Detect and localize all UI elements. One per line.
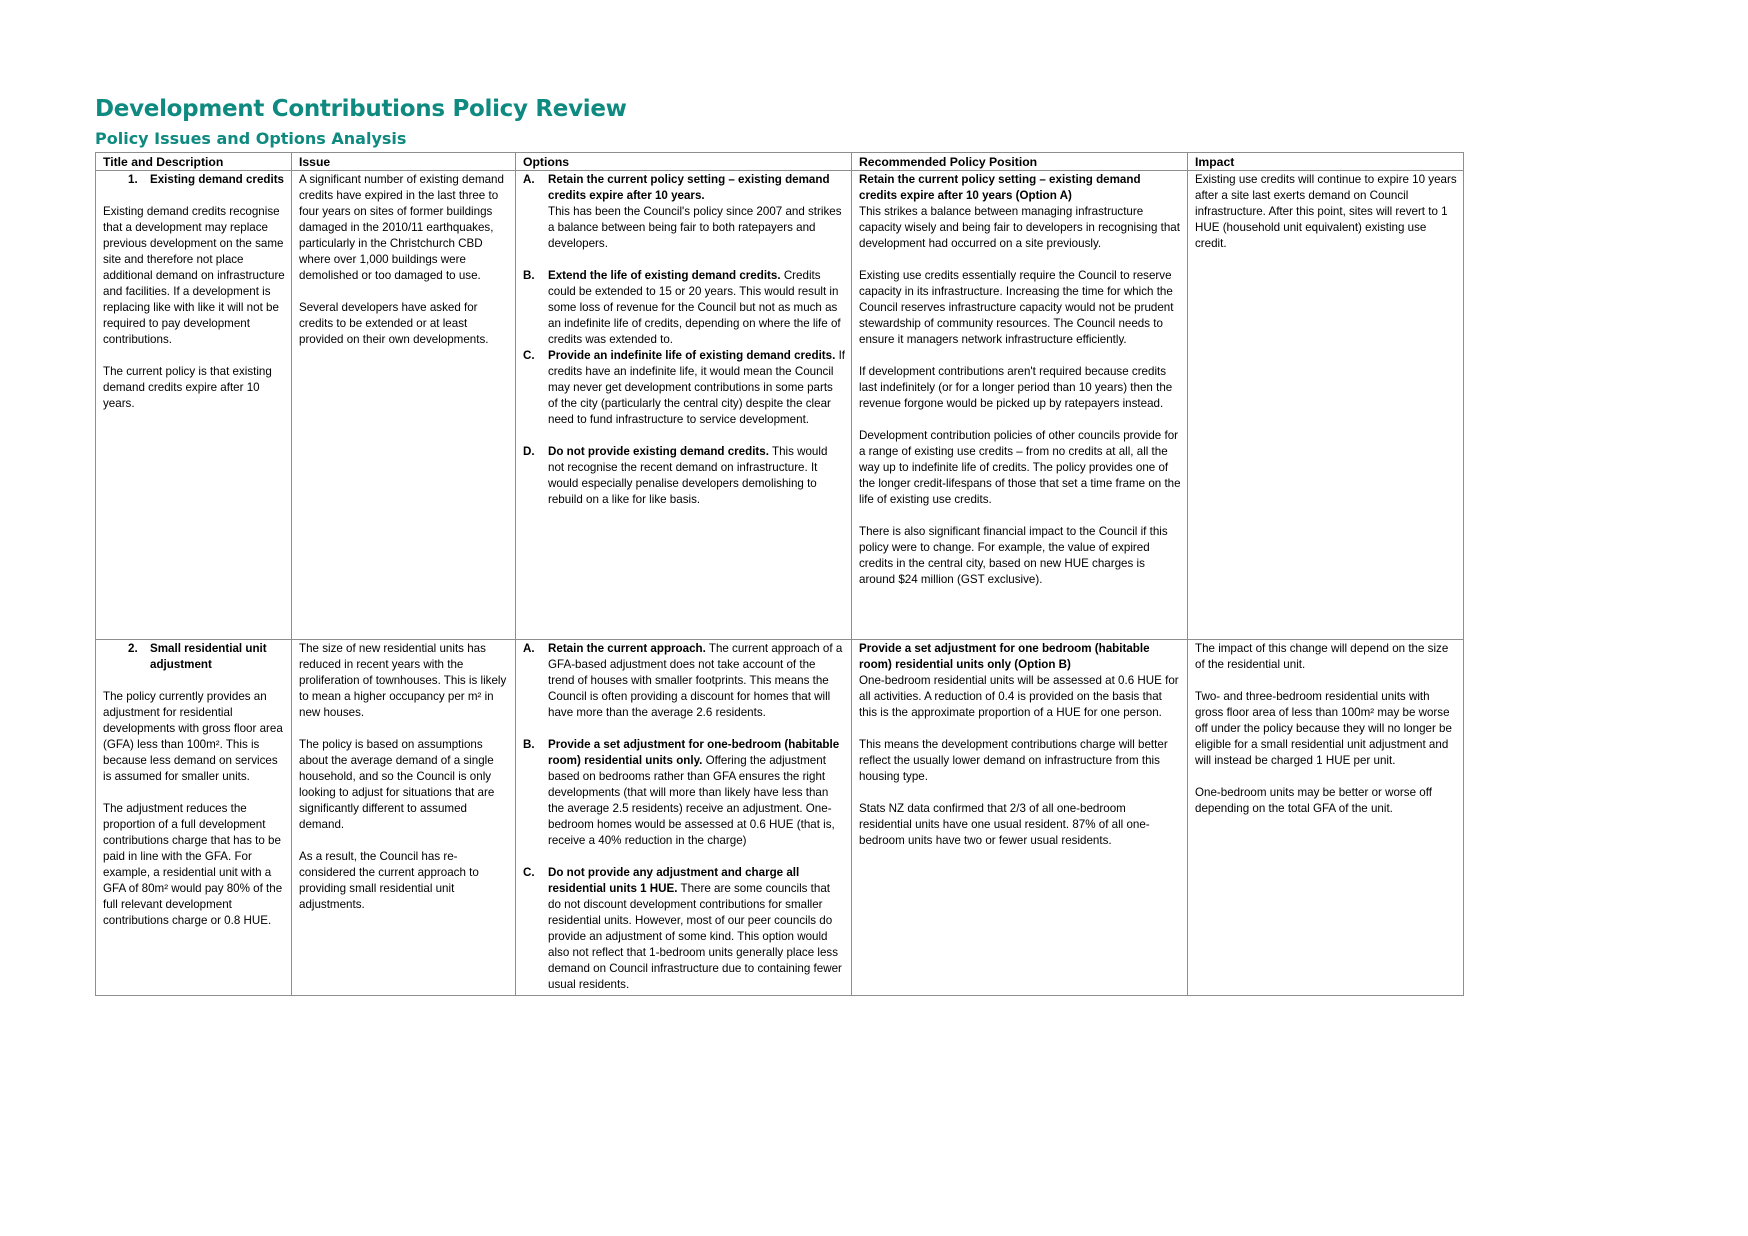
option-letter: C.: [523, 349, 535, 362]
option-text: Credits could be extended to 15 or 20 years. This would result in some loss of revenue for the Council but not as much as an indefinite life of credits, depending on where the life of credits was extended to.: [548, 269, 841, 346]
issue-paragraph: A significant number of existing demand credits have expired in the last three to four years on sites of former buildings damaged in the 2010/11 earthquakes, particularly in the Christchurch CBD where over 1,000 buildings were demolished or too damaged to use.: [299, 173, 504, 282]
row-title: [103, 172, 285, 188]
description-paragraph: The current policy is that existing demand credits expire after 10 years.: [103, 365, 272, 410]
option-heading: Retain the current approach.: [548, 642, 706, 655]
option-item: [523, 641, 845, 721]
recommended-paragraph: This strikes a balance between managing infrastructure capacity wisely and being fair to developers in recognising that development had occurred on a site previously.: [859, 205, 1180, 250]
column-header-recommended: Recommended Policy Position: [852, 153, 1188, 171]
option-text: The current approach of a GFA-based adjustment does not take account of the trend of houses with smaller footprints. This means the Council is often providing a discount for homes that will have more than the average 2.6 residents.: [548, 642, 843, 719]
row-title: [103, 641, 285, 673]
table-row: [96, 640, 1464, 996]
recommended-paragraph: Development contribution policies of other councils provide for a range of existing use credits – from no credits at all, all the way up to indefinite life of credits. The policy provides one of the longer credit-lifespans of those that set a time frame on the life of existing use credits.: [859, 429, 1181, 506]
option-item: [523, 444, 845, 508]
issue-paragraph: Several developers have asked for credits to be extended or at least provided on their own developments.: [299, 301, 489, 346]
issue-paragraph: The size of new residential units has reduced in recent years with the proliferation of townhouses. This is likely to mean a higher occupancy per m² in new houses.: [299, 642, 507, 719]
column-header-issue: Issue: [292, 153, 516, 171]
option-letter: C.: [523, 866, 535, 879]
description-paragraph: The adjustment reduces the proportion of a full development contributions charge that has to be paid in line with the GFA. For example, a residential unit with a GFA of 80m² would pay 80% of the full relevant development contributions charge or 0.8 HUE.: [103, 802, 283, 927]
option-text: There are some councils that do not discount development contributions for smaller residential units. However, most of our peer councils do provide an adjustment of some kind. This option would also not reflect that 1-bedroom units generally place less demand on Council infrastructure due to containing fewer usual residents.: [548, 882, 842, 991]
row-number: 2.: [128, 642, 138, 655]
option-letter: D.: [523, 445, 535, 458]
impact-paragraph: One-bedroom units may be better or worse off depending on the total GFA of the unit.: [1195, 786, 1432, 815]
recommended-paragraph: Existing use credits essentially require the Council to reserve capacity in its infrastructure. Increasing the time for which the Council reserves infrastructure capacity would not be prudent stewardship of community resources. The Council needs to ensure it managers network infrastructure efficiently.: [859, 269, 1174, 346]
option-item: [523, 348, 845, 428]
impact-paragraph: Two- and three-bedroom residential units with gross floor area of less than 100m² may be worse off under the policy because they will no longer be eligible for a small residential unit adjustment and will instead be charged 1 HUE per unit.: [1195, 690, 1452, 767]
policy-analysis-table: [95, 152, 1464, 996]
table-row: [96, 171, 1464, 640]
option-heading: Provide an indefinite life of existing demand credits.: [548, 349, 836, 362]
option-letter: A.: [523, 642, 535, 655]
option-heading: Do not provide any adjustment and charge all residential units 1 HUE.: [548, 866, 800, 895]
recommended-paragraph: Stats NZ data confirmed that 2/3 of all one-bedroom residential units have one usual resident. 87% of all one-bedroom units have two or fewer usual residents.: [859, 802, 1150, 847]
impact-cell: [1188, 171, 1464, 640]
column-header-options: Options: [516, 153, 852, 171]
option-heading: Extend the life of existing demand credits.: [548, 269, 781, 282]
option-text: This would not recognise the recent demand on infrastructure. It would especially penalise developers demolishing to rebuild on a like for like basis.: [548, 445, 828, 506]
row-title-text: Small residential unit adjustment: [150, 642, 267, 671]
impact-paragraph: The impact of this change will depend on the size of the residential unit.: [1195, 642, 1449, 671]
issue-cell: [292, 171, 516, 640]
title-description-cell: [96, 640, 292, 996]
option-item: [523, 737, 845, 849]
row-number: 1.: [128, 173, 138, 186]
options-cell: [516, 640, 852, 996]
table-header-row: [96, 153, 1464, 171]
row-title-text: Existing demand credits: [150, 173, 285, 186]
recommended-paragraph: One-bedroom residential units will be assessed at 0.6 HUE for all activities. A reduction of 0.4 is provided on the basis that this is the approximate proportion of a HUE for one person.: [859, 674, 1179, 719]
recommended-heading: Provide a set adjustment for one bedroom (habitable room) residential units only (Option B): [859, 642, 1150, 671]
option-heading: Retain the current policy setting – existing demand credits expire after 10 years.: [548, 173, 830, 202]
option-letter: B.: [523, 269, 535, 282]
page-title: Development Contributions Policy Review: [95, 96, 627, 122]
option-item: [523, 268, 845, 348]
option-item: [523, 172, 845, 252]
title-description-cell: [96, 171, 292, 640]
recommended-paragraph: There is also significant financial impact to the Council if this policy were to change. For example, the value of expired credits in the central city, based on new HUE charges is around $24 million (GST exclusive).: [859, 525, 1168, 586]
option-text: This has been the Council's policy since 2007 and strikes a balance between being fair to both ratepayers and developers.: [548, 205, 842, 250]
recommended-paragraph: If development contributions aren't required because credits last indefinitely (or for a longer period than 10 years) then the revenue forgone would be picked up by ratepayers instead.: [859, 365, 1173, 410]
column-header-title: Title and Description: [96, 153, 292, 171]
option-heading: Provide a set adjustment for one-bedroom (habitable room) residential units only.: [548, 738, 840, 767]
recommended-cell: [852, 171, 1188, 640]
recommended-heading: Retain the current policy setting – existing demand credits expire after 10 years (Option A): [859, 173, 1141, 202]
column-header-impact: Impact: [1188, 153, 1464, 171]
impact-cell: [1188, 640, 1464, 996]
option-letter: B.: [523, 738, 535, 751]
issue-paragraph: As a result, the Council has re-considered the current approach to providing small residential unit adjustments.: [299, 850, 479, 911]
description-paragraph: Existing demand credits recognise that a development may replace previous development on the same site and therefore not place additional demand on infrastructure and facilities. If a development is replacing like with like it will not be required to pay development contributions.: [103, 205, 285, 346]
description-paragraph: The policy currently provides an adjustment for residential developments with gross floor area (GFA) less than 100m². This is because less demand on services is assumed for smaller units.: [103, 690, 283, 783]
option-item: [523, 865, 845, 993]
options-cell: [516, 171, 852, 640]
recommended-paragraph: This means the development contributions charge will better reflect the usually lower demand on infrastructure from this housing type.: [859, 738, 1168, 783]
issue-cell: [292, 640, 516, 996]
recommended-cell: [852, 640, 1188, 996]
option-letter: A.: [523, 173, 535, 186]
option-heading: Do not provide existing demand credits.: [548, 445, 769, 458]
impact-paragraph: Existing use credits will continue to expire 10 years after a site last exerts demand on Council infrastructure. After this point, sites will revert to 1 HUE (household unit equivalent) existing use credit.: [1195, 173, 1457, 250]
issue-paragraph: The policy is based on assumptions about the average demand of a single household, and so the Council is only looking to adjust for situations that are significantly different to assumed demand.: [299, 738, 495, 831]
option-text: Offering the adjustment based on bedrooms rather than GFA ensures the right developments (that will more than likely have less than the average 2.5 residents) receive an adjustment. One-bedroom homes would be assessed at 0.6 HUE (that is, receive a 40% reduction in the charge): [548, 754, 835, 847]
page-subtitle: Policy Issues and Options Analysis: [95, 129, 407, 148]
option-text: If credits have an indefinite life, it would mean the Council may never get development contributions in some parts of the city (particularly the central city) despite the clear need to fund infrastructure to service development.: [548, 349, 846, 426]
